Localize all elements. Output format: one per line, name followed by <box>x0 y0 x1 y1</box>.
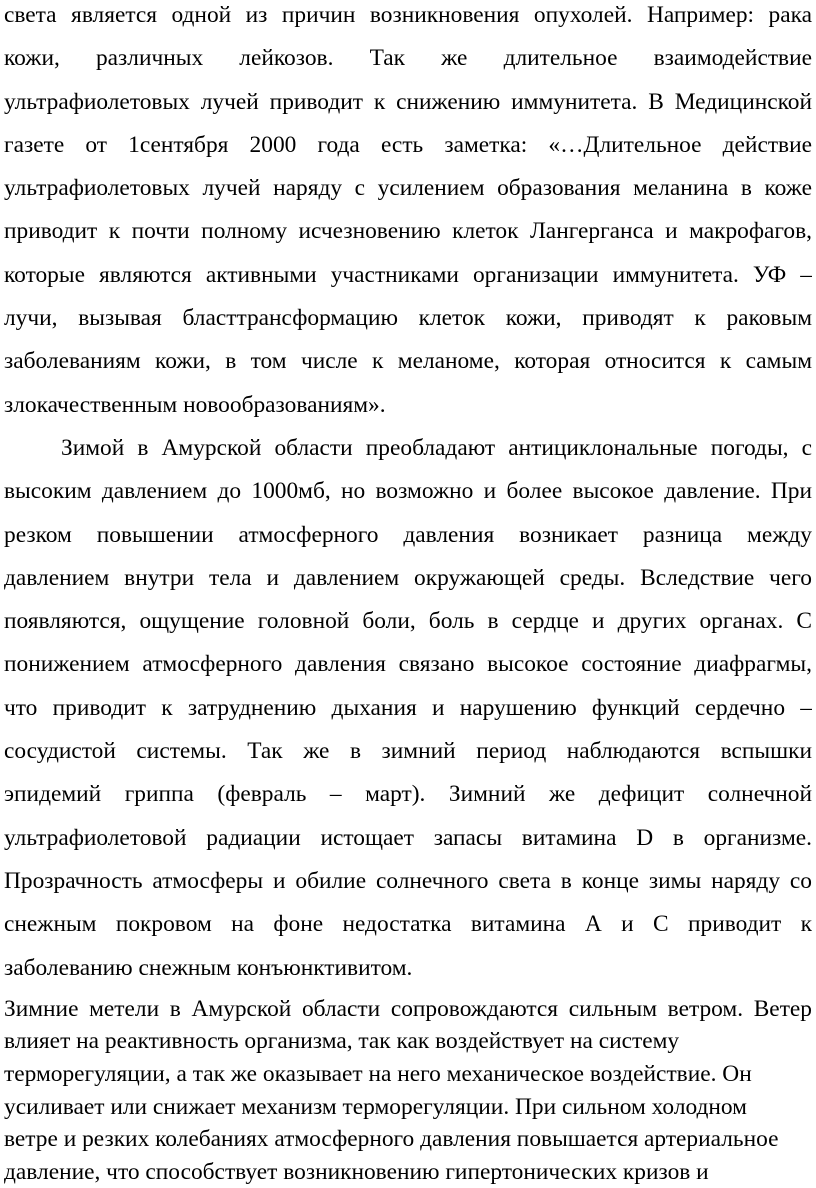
text-line: газете от 1сентября 2000 года есть заметка: «…Длительное действие <box>4 131 812 158</box>
text-line: ультрафиолетовых лучей приводит к снижению иммунитета. В Медицинской <box>4 88 812 115</box>
text-line: что приводит к затруднению дыхания и нарушению функций сердечно – <box>4 694 812 721</box>
text-line: понижением атмосферного давления связано высокое состояние диафрагмы, <box>4 651 812 678</box>
text-line: давление, что способствует возникновению гипертонических кризов и <box>4 1158 709 1185</box>
text-line: заболеванию снежным конъюнктивитом. <box>4 954 413 981</box>
text-line: усиливает или снижает механизм терморегуляции. При сильном холодном <box>4 1093 747 1120</box>
text-line: резком повышении атмосферного давления возникает разница между <box>4 521 812 548</box>
text-line: света является одной из причин возникновения опухолей. Например: рака <box>4 2 812 28</box>
text-line: влияет на реактивность организма, так как воздействует на систему <box>4 1028 680 1055</box>
text-line: эпидемий гриппа (февраль – март). Зимний же дефицит солнечной <box>4 781 812 808</box>
text-line: Зимой в Амурской области преобладают антициклональные погоды, с <box>61 434 812 461</box>
paragraph-uv-radiation <box>4 0 812 427</box>
paragraph-winter-winds <box>4 993 812 1188</box>
text-line: кожи, различных лейкозов. Так же длительное взаимодействие <box>4 45 812 72</box>
text-line: снежным покровом на фоне недостатка витамина А и С приводит к <box>4 911 812 938</box>
text-line: сосудистой системы. Так же в зимний период наблюдаются вспышки <box>4 738 812 765</box>
text-line: заболеваниям кожи, в том числе к меланоме, которая относится к самым <box>4 348 812 375</box>
text-line: терморегуляции, а так же оказывает на него механическое воздействие. Он <box>4 1061 752 1088</box>
text-line: Зимние метели в Амурской области сопровождаются сильным ветром. Ветер <box>4 995 812 1022</box>
text-line: ветре и резких колебаниях атмосферного давления повышается артериальное <box>4 1126 779 1153</box>
document-page <box>4 0 812 1188</box>
paragraph-winter-pressure <box>4 427 812 990</box>
text-line: которые являются активными участниками организации иммунитета. УФ – <box>4 261 812 288</box>
text-line: злокачественным новообразованиям». <box>4 391 386 418</box>
text-line: давлением внутри тела и давлением окружающей среды. Вследствие чего <box>4 564 812 591</box>
text-line: высоким давлением до 1000мб, но возможно и более высокое давление. При <box>4 478 812 505</box>
text-line: приводит к почти полному исчезновению клеток Лангерганса и макрофагов, <box>4 218 812 245</box>
text-line: Прозрачность атмосферы и обилие солнечного света в конце зимы наряду со <box>4 867 812 894</box>
text-line: ультрафиолетовой радиации истощает запасы витамина D в организме. <box>4 824 812 851</box>
text-line: лучи, вызывая бласттрансформацию клеток кожи, приводят к раковым <box>4 305 812 332</box>
text-line: ультрафиолетовых лучей наряду с усилением образования меланина в коже <box>4 175 812 202</box>
text-line: появляются, ощущение головной боли, боль в сердце и других органах. С <box>4 608 812 635</box>
